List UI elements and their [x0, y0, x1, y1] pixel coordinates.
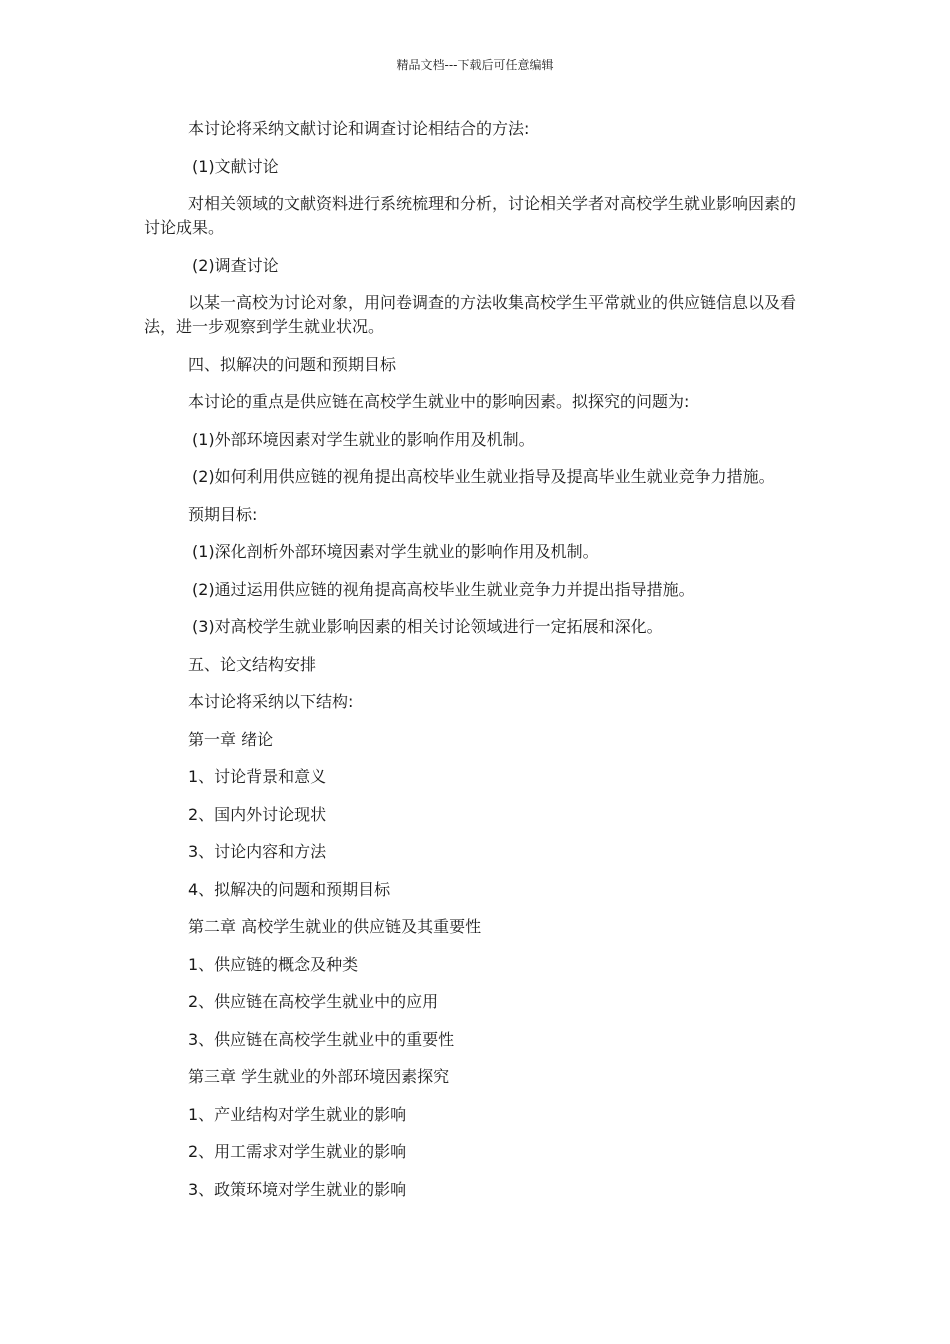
chapter-2-item-2: 2、供应链在高校学生就业中的应用 [188, 992, 439, 1011]
item-goal-2: (2)通过运用供应链的视角提高高校毕业生就业竞争力并提出指导措施。 [192, 579, 695, 599]
document-body [144, 117, 806, 1215]
label-expected-goals: 预期目标: [188, 504, 258, 524]
section-heading-structure: 五、论文结构安排 [188, 654, 317, 674]
page-header: 精品文档---下载后可任意编辑 [396, 58, 554, 72]
item-survey-research: (2)调查讨论 [192, 255, 279, 275]
chapter-1-item-4: 4、拟解决的问题和预期目标 [188, 879, 391, 899]
item-problem-2: (2)如何利用供应链的视角提出高校毕业生就业指导及提高毕业生就业竞争力措施。 [192, 467, 775, 486]
paragraph-research-focus: 本讨论的重点是供应链在高校学生就业中的影响因素。拟探究的问题为: [188, 392, 690, 411]
item-goal-1: (1)深化剖析外部环境因素对学生就业的影响作用及机制。 [192, 542, 599, 561]
chapter-3-title: 第三章 学生就业的外部环境因素探究 [188, 1067, 450, 1086]
item-problem-1: (1)外部环境因素对学生就业的影响作用及机制。 [192, 429, 535, 449]
chapter-3-item-3: 3、政策环境对学生就业的影响 [188, 1179, 407, 1199]
section-heading-problems-goals: 四、拟解决的问题和预期目标 [188, 354, 397, 374]
chapter-2-item-3: 3、供应链在高校学生就业中的重要性 [188, 1029, 455, 1049]
paragraph-method-intro: 本讨论将采纳文献讨论和调查讨论相结合的方法: [188, 119, 530, 138]
chapter-3-item-2: 2、用工需求对学生就业的影响 [188, 1142, 407, 1161]
chapter-1-item-1: 1、讨论背景和意义 [188, 767, 327, 786]
item-goal-3: (3)对高校学生就业影响因素的相关讨论领域进行一定拓展和深化。 [192, 617, 663, 636]
chapter-1-item-2: 2、国内外讨论现状 [188, 804, 327, 824]
chapter-2-title: 第二章 高校学生就业的供应链及其重要性 [188, 917, 482, 936]
chapter-1-title: 第一章 绪论 [188, 729, 274, 749]
paragraph-literature-desc: 对相关领域的文献资料进行系统梳理和分析，讨论相关学者对高校学生就业影响因素的讨论成果。 [144, 194, 797, 237]
chapter-1-item-3: 3、讨论内容和方法 [188, 842, 327, 861]
chapter-2-item-1: 1、供应链的概念及种类 [188, 954, 359, 974]
chapter-3-item-1: 1、产业结构对学生就业的影响 [188, 1104, 407, 1124]
paragraph-structure-intro: 本讨论将采纳以下结构: [188, 692, 354, 711]
paragraph-survey-desc: 以某一高校为讨论对象，用问卷调查的方法收集高校学生平常就业的供应链信息以及看法，进一步观察到学生就业状况。 [144, 293, 797, 336]
item-literature-research: (1)文献讨论 [192, 156, 279, 176]
